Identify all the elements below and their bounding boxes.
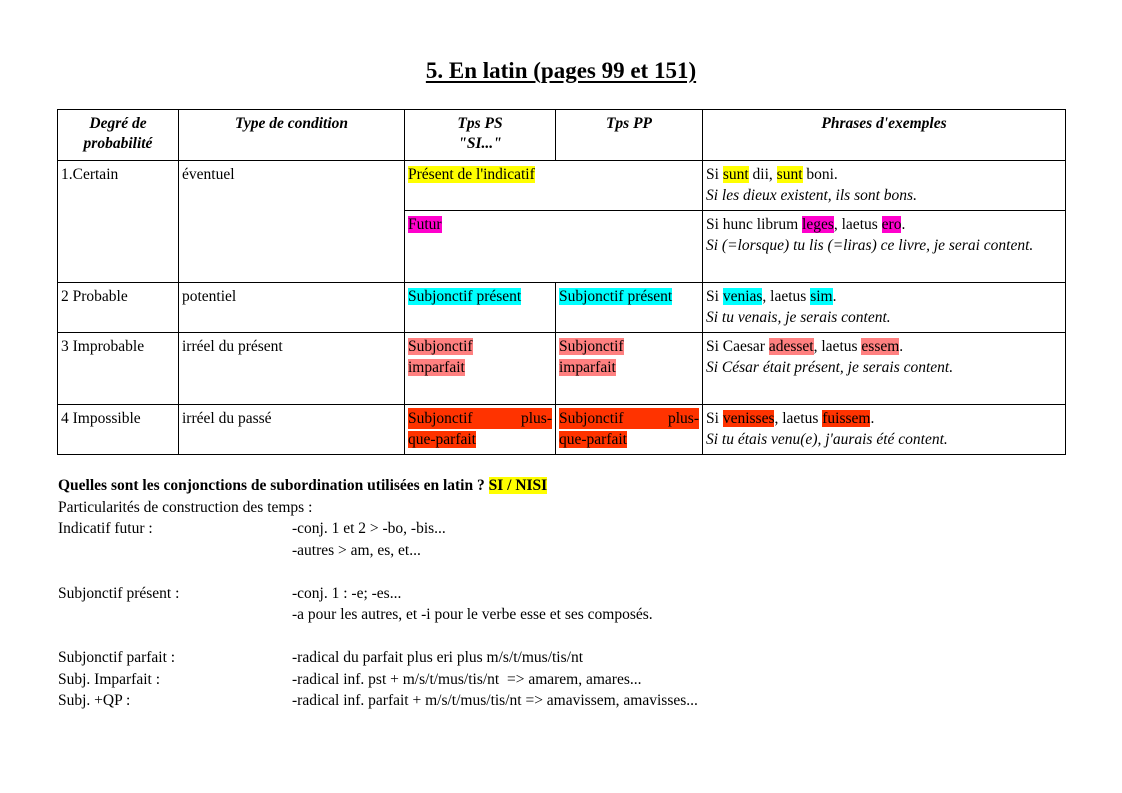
header-degre-line2: probabilité <box>83 135 153 152</box>
highlight-verb: sunt <box>776 166 803 183</box>
example-text: , laetus <box>762 288 811 305</box>
cell-example <box>703 161 1066 211</box>
note-label: Subjonctif présent : <box>58 584 180 602</box>
example-latin <box>706 410 874 427</box>
cell-example <box>703 211 1066 283</box>
cell-type: irréel du présent <box>179 333 405 405</box>
note-row <box>58 604 1058 626</box>
highlight-futur: Futur <box>408 216 442 233</box>
example-latin <box>706 338 903 355</box>
example-latin <box>706 166 838 183</box>
cell-tps-pp <box>556 283 703 333</box>
highlight-imparfait: imparfait <box>559 359 616 376</box>
highlight-imparfait: Subjonctif <box>559 338 624 355</box>
example-translation: Si (=lorsque) tu lis (=liras) ce livre, je serai content. <box>706 237 1034 254</box>
note-row <box>58 669 1058 691</box>
note-value: -autres > am, es, et... <box>292 541 421 559</box>
highlight-imparfait: Subjonctif <box>408 338 473 355</box>
question-text: Quelles sont les conjonctions de subordination utilisées en latin ? <box>58 477 489 494</box>
cell-degre: 2 Probable <box>58 283 179 333</box>
header-degre <box>58 110 179 161</box>
highlight-verb: ero <box>881 216 902 233</box>
spacer <box>58 561 1058 583</box>
note-label: Subj. Imparfait : <box>58 670 161 688</box>
highlight-imparfait: imparfait <box>408 359 465 376</box>
table-row <box>58 283 1066 333</box>
example-latin <box>706 288 836 305</box>
example-translation: Si tu étais venu(e), j'aurais été content. <box>706 431 948 448</box>
spacer <box>58 626 1058 648</box>
note-value: -conj. 1 : -e; -es... <box>292 584 402 602</box>
note-value: -radical inf. parfait + m/s/t/mus/tis/nt => amavissem, amavisses... <box>292 692 698 709</box>
example-translation: Si les dieux existent, ils sont bons. <box>706 187 917 204</box>
example-text: , laetus <box>813 338 862 355</box>
note-row <box>58 647 1058 669</box>
note-label: Subj. +QP : <box>58 692 131 709</box>
highlight-verb: venias <box>722 288 763 305</box>
example-translation: Si César était présent, je serais content. <box>706 359 954 376</box>
example-text: dii, <box>748 166 777 183</box>
page-title: 5. En latin (pages 99 et 151) <box>425 58 697 83</box>
header-degre-line1: Degré de <box>89 115 147 132</box>
header-tps-ps-line2: "SI..." <box>458 135 502 152</box>
example-text: boni. <box>802 166 838 183</box>
note-label: Subjonctif parfait : <box>58 649 176 666</box>
example-text: , laetus <box>833 216 882 233</box>
note-label-empty <box>58 604 292 626</box>
note-label-empty <box>58 540 292 562</box>
table-row <box>58 333 1066 405</box>
example-text: . <box>870 410 875 427</box>
example-text: Si Caesar <box>706 338 769 355</box>
cell-type: irréel du passé <box>179 405 405 455</box>
cell-example <box>703 283 1066 333</box>
note-value: -radical du parfait plus eri plus m/s/t/mus/tis/nt <box>292 649 584 666</box>
note-row <box>58 583 1058 605</box>
table-row <box>58 405 1066 455</box>
table-header-row <box>58 110 1066 161</box>
header-phrases: Phrases d'exemples <box>703 110 1066 161</box>
example-translation: Si tu venais, je serais content. <box>706 309 891 326</box>
highlight-plusqueparfait: que-parfait <box>559 431 627 448</box>
conditions-table <box>57 109 1066 455</box>
answer-highlight: SI / NISI <box>488 477 548 494</box>
question-line <box>58 475 1058 497</box>
highlight-verb: venisses <box>722 410 775 427</box>
header-tps-ps <box>405 110 556 161</box>
cell-tps-ps-pp <box>405 161 703 211</box>
highlight-subj-present: Subjonctif présent <box>559 288 673 305</box>
header-tps-pp: Tps PP <box>556 110 703 161</box>
note-row <box>58 518 1058 540</box>
cell-example <box>703 405 1066 455</box>
header-tps-ps-line1: Tps PS <box>457 115 503 132</box>
example-text: . <box>832 288 837 305</box>
cell-type: éventuel <box>179 161 405 283</box>
highlight-verb: adesset <box>768 338 814 355</box>
example-text: Si <box>706 288 723 305</box>
highlight-verb: fuissem <box>822 410 871 427</box>
note-row <box>58 690 1058 712</box>
example-text: Si <box>706 166 723 183</box>
highlight-verb: sim <box>810 288 833 305</box>
highlight-verb: sunt <box>722 166 749 183</box>
note-value: -a pour les autres, et -i pour le verbe esse et ses composés. <box>292 606 653 623</box>
notes-section <box>58 475 1058 712</box>
highlight-plusqueparfait: Subjonctif plus- <box>559 410 699 427</box>
highlight-plusqueparfait: que-parfait <box>408 431 476 448</box>
cell-type: potentiel <box>179 283 405 333</box>
example-text: . <box>899 338 904 355</box>
cell-tps-ps <box>405 333 556 405</box>
example-text: Si hunc librum <box>706 216 803 233</box>
cell-tps-pp <box>556 405 703 455</box>
highlight-verb: leges <box>802 216 834 233</box>
notes-intro: Particularités de construction des temps : <box>58 498 313 516</box>
cell-degre: 4 Impossible <box>58 405 179 455</box>
example-latin <box>706 216 905 233</box>
highlight-verb: essem <box>861 338 900 355</box>
cell-degre: 1.Certain <box>58 161 179 283</box>
note-value: -radical inf. pst + m/s/t/mus/tis/nt => amarem, amares... <box>292 670 642 688</box>
header-type: Type de condition <box>179 110 405 161</box>
cell-example <box>703 333 1066 405</box>
cell-tps-ps <box>405 405 556 455</box>
note-value: -conj. 1 et 2 > -bo, -bis... <box>292 520 446 537</box>
example-text: , laetus <box>774 410 823 427</box>
example-text: . <box>901 216 906 233</box>
note-row <box>58 540 1058 562</box>
highlight-plusqueparfait: Subjonctif plus- <box>408 410 552 427</box>
table-row <box>58 161 1066 211</box>
highlight-present: Présent de l'indicatif <box>408 166 535 183</box>
example-text: Si <box>706 410 723 427</box>
cell-degre: 3 Improbable <box>58 333 179 405</box>
cell-tps-pp <box>556 333 703 405</box>
cell-tps-ps <box>405 283 556 333</box>
cell-tps-ps-pp <box>405 211 703 283</box>
note-label: Indicatif futur : <box>58 520 153 537</box>
highlight-subj-present: Subjonctif présent <box>408 288 522 305</box>
